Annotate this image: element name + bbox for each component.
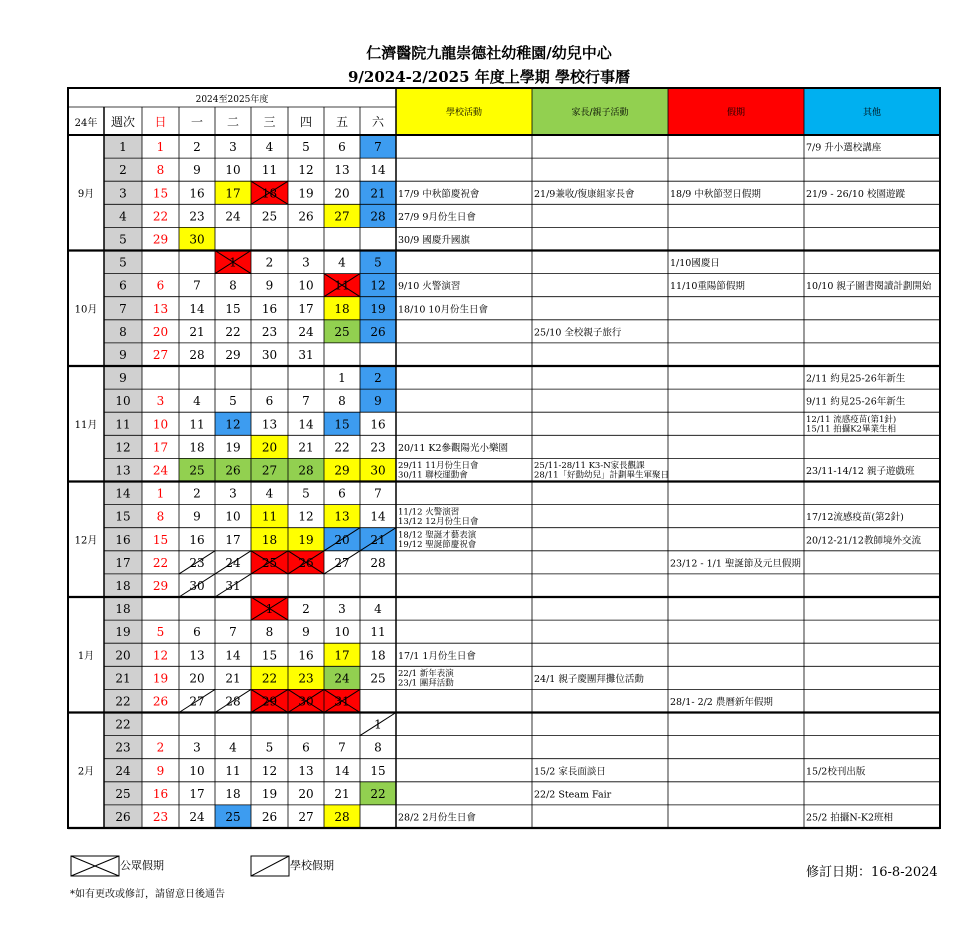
day-number: 17 [298, 301, 314, 316]
event-text: 25/2 拍攝N-K2班相 [806, 812, 894, 824]
day-number: 3 [229, 486, 237, 501]
day-number: 22 [261, 671, 278, 686]
day-number: 17 [225, 532, 241, 547]
day-number: 27 [334, 209, 350, 224]
week-number: 23 [115, 740, 131, 755]
col-header-category: 學校活動 [445, 108, 483, 118]
day-number: 12 [152, 648, 169, 663]
day-number: 20 [261, 440, 278, 455]
calendar-title: 9/2024-2/2025 年度上學期 學校行事曆 [348, 68, 630, 86]
day-number: 14 [225, 648, 241, 663]
day-number: 16 [189, 186, 205, 201]
day-number: 25 [370, 671, 386, 686]
day-number: 20 [334, 532, 350, 547]
day-number: 29 [152, 232, 169, 247]
day-number: 2 [193, 140, 201, 155]
day-number: 26 [225, 463, 241, 478]
event-text: 12/11 流感疫苗(第1針) 15/11 拍攝K2畢業生相 [806, 415, 897, 435]
week-number: 22 [115, 717, 131, 732]
day-number: 27 [152, 347, 169, 362]
day-number: 23 [189, 555, 205, 570]
day-number: 7 [374, 140, 382, 155]
day-number: 30 [189, 578, 205, 593]
event-text: 11/12 火警演習 13/12 12月份生日會 [398, 507, 479, 527]
day-number: 5 [302, 486, 310, 501]
month-label: 12月 [74, 535, 98, 547]
day-number: 24 [152, 463, 169, 478]
day-number: 25 [189, 463, 205, 478]
event-text: 20/11 K2參觀陽光小樂園 [398, 442, 509, 454]
day-number: 14 [370, 509, 386, 524]
event-text: 11/10重陽節假期 [670, 281, 745, 293]
day-number: 23 [298, 671, 314, 686]
week-number: 6 [119, 278, 127, 293]
day-number: 12 [298, 163, 314, 178]
event-text: 15/2校刊出版 [806, 766, 866, 778]
day-number: 15 [261, 648, 278, 663]
day-number: 20 [334, 186, 350, 201]
day-number: 9 [265, 278, 274, 293]
event-text: 20/12-21/12教師境外交流 [806, 535, 921, 547]
day-number: 15 [225, 301, 241, 316]
day-number: 25 [261, 209, 278, 224]
day-number: 18 [225, 786, 241, 801]
day-number: 21 [189, 324, 205, 339]
day-number: 25 [334, 324, 350, 339]
event-text: 25/10 全校親子旅行 [534, 327, 622, 339]
day-number: 13 [261, 417, 278, 432]
event-text: 27/9 9月份生日會 [398, 211, 476, 223]
day-number: 15 [370, 763, 386, 778]
day-number: 17 [334, 648, 350, 663]
week-number: 25 [115, 786, 131, 801]
day-number: 6 [193, 625, 201, 640]
legend-public-holiday-label: 公眾假期 [120, 859, 164, 872]
day-number: 23 [261, 324, 278, 339]
event-text: 18/10 10月份生日會 [398, 304, 488, 316]
event-text: 30/9 國慶升國旗 [398, 234, 470, 246]
day-number: 7 [338, 740, 346, 755]
day-number: 27 [261, 463, 278, 478]
day-number: 27 [298, 809, 314, 824]
day-number: 28 [370, 555, 386, 570]
day-number: 27 [334, 555, 350, 570]
week-number: 8 [119, 324, 127, 339]
day-number: 16 [370, 417, 386, 432]
day-number: 16 [189, 532, 205, 547]
event-text: 17/12流感疫苗(第2針) [806, 512, 904, 524]
day-number: 9 [156, 763, 165, 778]
day-number: 29 [334, 463, 350, 478]
month-label: 10月 [74, 304, 98, 316]
day-number: 11 [370, 625, 386, 640]
day-number: 3 [302, 255, 310, 270]
col-header-day: 一 [190, 115, 204, 129]
day-number: 26 [261, 809, 278, 824]
day-number: 16 [152, 786, 169, 801]
week-number: 21 [115, 671, 131, 686]
day-number: 5 [265, 740, 274, 755]
day-number: 11 [261, 163, 278, 178]
day-number: 22 [370, 786, 386, 801]
day-number: 13 [189, 648, 205, 663]
day-number: 2 [302, 602, 310, 617]
day-number: 8 [229, 278, 237, 293]
day-number: 19 [298, 532, 314, 547]
week-number: 16 [115, 532, 131, 547]
event-text: 17/9 中秋節慶祝會 [398, 188, 480, 200]
day-number: 10 [189, 763, 205, 778]
day-number: 21 [225, 671, 241, 686]
event-text: 17/1 1月份生日會 [398, 650, 476, 662]
day-number: 22 [152, 555, 169, 570]
day-number: 1 [374, 717, 382, 732]
day-number: 13 [298, 763, 314, 778]
day-number: 20 [298, 786, 314, 801]
day-number: 14 [334, 763, 350, 778]
day-number: 22 [225, 324, 241, 339]
day-number: 17 [152, 440, 169, 455]
col-header-category: 其他 [862, 108, 882, 118]
day-number: 5 [229, 394, 237, 409]
day-number: 9 [193, 163, 201, 178]
day-number: 22 [152, 209, 169, 224]
day-number: 19 [261, 786, 278, 801]
day-number: 1 [229, 255, 237, 270]
week-number: 4 [119, 209, 127, 224]
event-text: 23/12 - 1/1 聖誕節及元旦假期 [670, 558, 801, 570]
day-number: 24 [225, 209, 241, 224]
day-number: 2 [265, 255, 274, 270]
day-number: 31 [334, 694, 350, 709]
day-number: 8 [156, 509, 165, 524]
week-number: 19 [115, 625, 131, 640]
day-number: 6 [265, 394, 274, 409]
day-number: 2 [156, 740, 165, 755]
day-number: 31 [298, 347, 314, 362]
day-number: 26 [298, 209, 314, 224]
col-header-week: 週次 [110, 115, 136, 129]
day-number: 8 [156, 163, 165, 178]
day-number: 19 [298, 186, 314, 201]
week-number: 13 [115, 463, 131, 478]
day-number: 7 [302, 394, 310, 409]
day-number: 13 [152, 301, 169, 316]
col-header-day: 五 [335, 115, 349, 129]
slash-swatch-icon [250, 855, 290, 877]
day-number: 29 [152, 578, 169, 593]
week-number: 20 [115, 648, 131, 663]
week-number: 5 [119, 255, 127, 270]
day-number: 30 [370, 463, 386, 478]
event-text: 23/11-14/12 親子遊戲班 [806, 465, 915, 477]
week-number: 24 [115, 763, 131, 778]
month-label: 2月 [77, 766, 95, 778]
day-number: 16 [298, 648, 314, 663]
day-number: 24 [298, 324, 314, 339]
day-number: 22 [334, 440, 350, 455]
day-number: 30 [298, 694, 314, 709]
day-number: 16 [261, 301, 278, 316]
day-number: 10 [225, 509, 241, 524]
day-number: 6 [156, 278, 165, 293]
day-number: 8 [265, 625, 274, 640]
week-number: 14 [115, 486, 131, 501]
day-number: 18 [334, 301, 350, 316]
event-text: 28/2 2月份生日會 [398, 812, 476, 824]
month-label: 9月 [77, 188, 95, 200]
day-number: 10 [298, 278, 314, 293]
day-number: 15 [334, 417, 350, 432]
day-number: 21 [334, 786, 350, 801]
day-number: 3 [156, 394, 165, 409]
event-text: 15/2 家長面談日 [534, 766, 606, 778]
day-number: 26 [152, 694, 169, 709]
event-text: 21/9兼收/復康組家長會 [534, 188, 635, 200]
day-number: 2 [374, 371, 382, 386]
day-number: 24 [225, 555, 241, 570]
day-number: 5 [156, 625, 165, 640]
event-text: 29/11 11月份生日會 30/11 聯校運動會 [398, 461, 479, 481]
day-number: 1 [265, 602, 274, 617]
day-number: 25 [261, 555, 278, 570]
event-text: 28/1- 2/2 農曆新年假期 [670, 696, 773, 708]
legend-public-holiday [70, 855, 164, 877]
day-number: 29 [261, 694, 278, 709]
day-number: 24 [189, 809, 205, 824]
day-number: 19 [370, 301, 386, 316]
day-number: 14 [189, 301, 205, 316]
week-number: 15 [115, 509, 131, 524]
week-number: 26 [115, 809, 131, 824]
legend-school-holiday [250, 855, 334, 877]
week-number: 5 [119, 232, 127, 247]
day-number: 30 [261, 347, 278, 362]
footnote: *如有更改或修訂，請留意日後通告 [70, 889, 225, 900]
day-number: 13 [334, 163, 350, 178]
event-text: 18/12 聖誕才藝表演 19/12 聖誕節慶祝會 [398, 530, 477, 550]
legend-school-holiday-label: 學校假期 [290, 859, 334, 872]
day-number: 28 [189, 347, 205, 362]
event-text: 7/9 升小選校講座 [806, 142, 882, 154]
week-number: 18 [115, 578, 131, 593]
day-number: 23 [152, 809, 169, 824]
day-number: 9 [302, 625, 310, 640]
day-number: 31 [225, 578, 241, 593]
day-number: 21 [370, 532, 386, 547]
day-number: 17 [225, 186, 241, 201]
day-number: 27 [189, 694, 205, 709]
revision-date: 修訂日期：16-8-2024 [806, 865, 938, 880]
day-number: 4 [265, 486, 274, 501]
event-text: 9/10 火警演習 [398, 281, 461, 293]
day-number: 10 [334, 625, 350, 640]
day-number: 28 [370, 209, 386, 224]
day-number: 20 [152, 324, 169, 339]
week-number: 9 [119, 347, 127, 362]
col-header-day: 日 [154, 115, 167, 129]
day-number: 24 [334, 671, 350, 686]
day-number: 28 [334, 809, 350, 824]
event-text: 9/11 約見25-26年新生 [806, 396, 906, 408]
day-number: 3 [338, 602, 346, 617]
day-number: 15 [152, 186, 169, 201]
day-number: 6 [338, 486, 346, 501]
day-number: 1 [338, 371, 346, 386]
week-number: 22 [115, 694, 131, 709]
day-number: 14 [298, 417, 314, 432]
day-number: 10 [152, 417, 169, 432]
day-number: 11 [334, 278, 350, 293]
week-number: 10 [115, 394, 131, 409]
day-number: 17 [189, 786, 205, 801]
day-number: 4 [229, 740, 237, 755]
day-number: 4 [193, 394, 201, 409]
day-number: 4 [338, 255, 346, 270]
day-number: 18 [261, 186, 278, 201]
cross-swatch-icon [70, 855, 120, 877]
event-text: 25/11-28/11 K3-N家長觀課 28/11「好動幼兒」計劃畢生軍聚日 [534, 461, 669, 481]
day-number: 5 [374, 255, 382, 270]
day-number: 1 [156, 486, 165, 501]
col-header-day: 三 [263, 115, 276, 129]
day-number: 25 [225, 809, 241, 824]
day-number: 28 [225, 694, 241, 709]
day-number: 11 [225, 763, 241, 778]
day-number: 12 [261, 763, 278, 778]
day-number: 19 [225, 440, 241, 455]
day-number: 23 [189, 209, 205, 224]
day-number: 8 [338, 394, 346, 409]
school-name: 仁濟醫院九龍崇德社幼稚園/幼兒中心 [366, 44, 612, 62]
day-number: 18 [370, 648, 386, 663]
day-number: 6 [338, 140, 346, 155]
day-number: 18 [261, 532, 278, 547]
month-label: 11月 [74, 419, 98, 431]
week-number: 11 [115, 417, 131, 432]
day-number: 14 [370, 163, 386, 178]
week-number: 1 [119, 140, 127, 155]
week-number: 2 [119, 163, 127, 178]
day-number: 7 [193, 278, 201, 293]
week-number: 18 [115, 602, 131, 617]
day-number: 5 [302, 140, 310, 155]
day-number: 4 [265, 140, 274, 155]
day-number: 10 [225, 163, 241, 178]
col-header-category: 假期 [726, 108, 746, 118]
event-text: 24/1 親子慶團拜攤位活動 [534, 673, 644, 685]
day-number: 7 [374, 486, 382, 501]
day-number: 21 [370, 186, 386, 201]
day-number: 9 [374, 394, 382, 409]
day-number: 30 [189, 232, 205, 247]
day-number: 20 [189, 671, 205, 686]
day-number: 3 [229, 140, 237, 155]
day-number: 11 [261, 509, 278, 524]
week-number: 7 [119, 301, 127, 316]
event-text: 2/11 約見25-26年新生 [806, 373, 906, 385]
week-number: 3 [119, 186, 127, 201]
day-number: 4 [374, 602, 382, 617]
event-text: 10/10 親子圖書閱讀計劃開始 [806, 281, 932, 293]
col-header-day: 二 [226, 115, 240, 129]
day-number: 12 [370, 278, 386, 293]
day-number: 8 [374, 740, 382, 755]
day-number: 23 [370, 440, 386, 455]
event-text: 18/9 中秋節翌日假期 [670, 188, 761, 200]
day-number: 12 [298, 509, 314, 524]
day-number: 21 [298, 440, 314, 455]
day-number: 19 [152, 671, 169, 686]
day-number: 9 [193, 509, 201, 524]
day-number: 2 [193, 486, 201, 501]
day-number: 12 [225, 417, 241, 432]
col-header-year: 24年 [74, 118, 98, 129]
event-text: 22/1 新年表演 23/1 團拜活動 [398, 669, 454, 689]
event-text: 1/10國慶日 [670, 258, 720, 270]
day-number: 1 [156, 140, 165, 155]
day-number: 28 [298, 463, 314, 478]
week-number: 9 [119, 371, 127, 386]
day-number: 26 [370, 324, 386, 339]
day-number: 6 [302, 740, 310, 755]
week-number: 12 [115, 440, 131, 455]
week-number: 17 [115, 555, 131, 570]
day-number: 13 [334, 509, 350, 524]
day-number: 18 [189, 440, 205, 455]
day-number: 15 [152, 532, 169, 547]
col-header-day: 四 [299, 115, 313, 129]
day-number: 29 [225, 347, 241, 362]
col-header-day: 六 [371, 115, 385, 129]
event-text: 21/9 - 26/10 校園遊蹤 [806, 188, 905, 200]
day-number: 3 [193, 740, 201, 755]
event-text: 22/2 Steam Fair [534, 789, 612, 801]
day-number: 26 [298, 555, 314, 570]
day-number: 7 [229, 625, 237, 640]
year-header: 2024至2025年度 [195, 95, 269, 105]
month-label: 1月 [77, 650, 95, 662]
day-number: 11 [189, 417, 205, 432]
col-header-category: 家長/親子活動 [571, 108, 629, 118]
